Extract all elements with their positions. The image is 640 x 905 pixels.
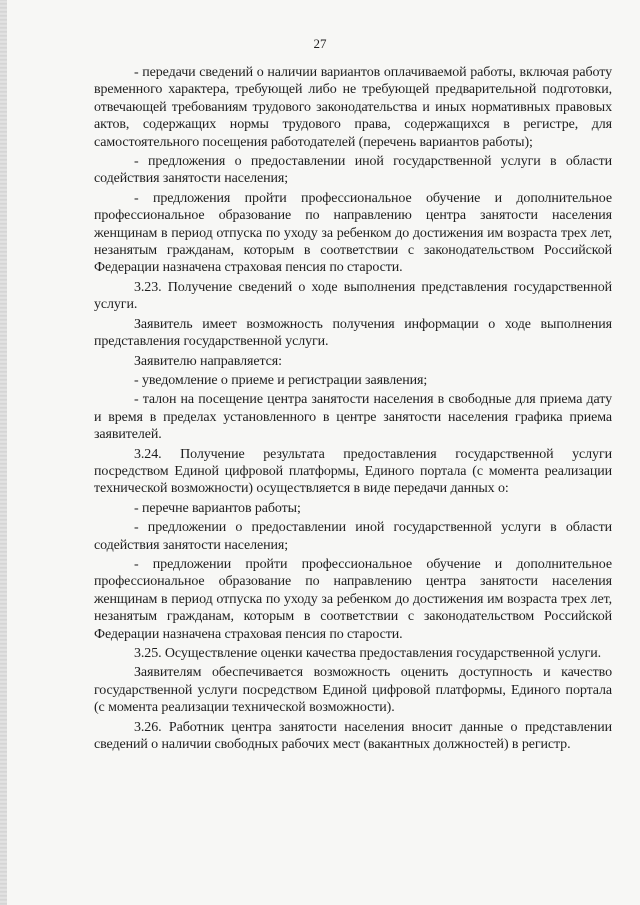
paragraph-section-3-26: 3.26. Работник центра занятости населения вносит данные о представлении сведений о наличии свободных рабочих мест (вакантных должностей) в регистр. [94,719,612,753]
paragraph-training-offer: - предложения пройти профессиональное обучение и дополнительное профессиональное образование по направлению центра занятости населения женщинам в период отпуска по уходу за ребенком до достижения им возраста трех лет, незанятым гражданам, которым в соответствии с законодательством Российской Федерации назначена страховая пенсия по старости. [94,190,612,276]
page-number: 27 [313,36,327,51]
paragraph-training-proposal: - предложении пройти профессиональное обучение и дополнительное профессиональное образование по направлению центра занятости населения женщинам в период отпуска по уходу за ребенком до достижения им возраста трех лет, незанятым гражданам, которым в соответствии с законодательством Российской Федерации назначена страховая пенсия по старости. [94,556,612,642]
paragraph-section-3-24: 3.24. Получение результата предоставления государственной услуги посредством Единой цифровой платформы, Единого портала (с момента реализации технической возможности) осуществляется в виде передачи данных о: [94,446,612,497]
paragraph-other-service-proposal: - предложении о предоставлении иной государственной услуги в области содействия занятости населения; [94,520,612,553]
paragraph-quality-assessment: Заявителям обеспечивается возможность оценить доступность и качество государственной услуги посредством Единой цифровой платформы, Единого портала (с момента реализации технической возможности). [94,665,612,716]
paragraph-notification: - уведомление о приеме и регистрации заявления; [134,372,428,388]
paragraph-applicant-receives: Заявителю направляется: [134,353,282,369]
paragraph-vacancies-info: - передачи сведений о наличии вариантов оплачиваемой работы, включая работу временного характера, требующей либо не требующей предварительной подготовки, отвечающей требованиям трудового законодательства и иных нормативных правовых актов, содержащих нормы трудового права, содержащихся в регистре, для самостоятельного посещения работодателей (перечень вариантов работы); [94,65,612,150]
paragraph-other-service-offer: - предложения о предоставлении иной государственной услуги в области содействия занятости населения; [94,154,612,187]
document-body [94,64,612,755]
paragraph-visit-ticket: - талон на посещение центра занятости населения в свободные для приема дату и время в пределах установленного в центре занятости населения графика приема заявителей. [94,392,612,443]
paragraph-section-3-25: 3.25. Осуществление оценки качества предоставления государственной услуги. [134,646,602,661]
paragraph-applicant-info: Заявитель имеет возможность получения информации о ходе выполнения представления государственной услуги. [94,316,612,350]
paragraph-section-3-23: 3.23. Получение сведений о ходе выполнения представления государственной услуги. [94,279,612,313]
paragraph-job-list: - перечне вариантов работы; [134,500,301,516]
